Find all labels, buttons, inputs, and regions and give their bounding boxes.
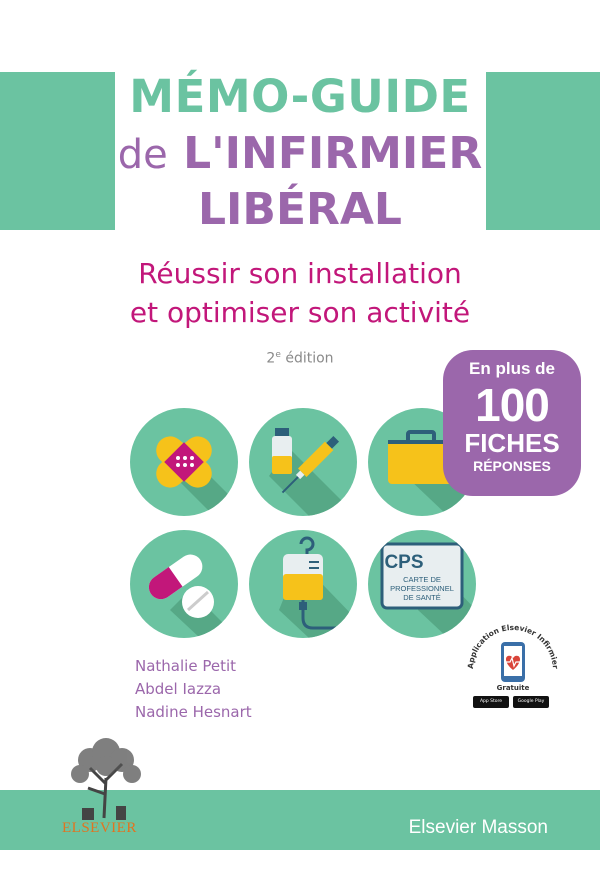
- cps-text-3: DE SANTÉ: [403, 593, 441, 602]
- cps-text-1: CARTE DE: [403, 575, 441, 584]
- title-liberal: LIBÉRAL: [198, 184, 402, 235]
- authors-list: [135, 655, 252, 724]
- badge-line3: FICHES: [464, 428, 560, 458]
- cps-text-2: PROFESSIONNEL: [390, 584, 454, 593]
- iv-bag-icon: [249, 530, 357, 638]
- elsevier-tree-logo: [60, 738, 150, 820]
- subtitle-line1: Réussir son installation: [138, 257, 462, 290]
- title-infirmier: [0, 128, 600, 179]
- title-de: de: [117, 132, 168, 178]
- syringe-vial-icon: [249, 408, 357, 516]
- badge-line1: En plus de: [469, 359, 555, 378]
- badge-count: 100: [475, 379, 549, 431]
- author-2: Abdel Iazza: [135, 680, 222, 698]
- pills-icon: [130, 530, 238, 638]
- edition-number: 2: [266, 350, 276, 367]
- fiches-badge: [443, 350, 581, 496]
- author-3: Nadine Hesnart: [135, 703, 252, 721]
- edition-text: édition: [280, 350, 334, 367]
- phone-icon: [501, 642, 525, 682]
- app-name: Application Elsevier Infirmier: [465, 622, 561, 670]
- author-1: Nathalie Petit: [135, 657, 236, 675]
- title-memo-guide: MÉMO-GUIDE: [129, 70, 471, 123]
- google-play-button[interactable]: Google Play: [513, 696, 549, 708]
- title-infirmier-word: L'INFIRMIER: [183, 128, 483, 179]
- cps-title: CPS: [384, 552, 424, 573]
- subtitle-line2: et optimiser son activité: [129, 296, 471, 329]
- bandage-icon: [130, 408, 238, 516]
- cps-card-icon: [368, 530, 476, 638]
- app-price: Gratuite: [496, 684, 530, 692]
- badge-line4: RÉPONSES: [473, 458, 551, 474]
- app-promo: [463, 618, 563, 718]
- elsevier-logo-text: ELSEVIER: [62, 820, 137, 836]
- app-store-button[interactable]: App Store: [473, 696, 509, 708]
- publisher-imprint: Elsevier Masson: [408, 817, 548, 838]
- edition-suffix: e: [275, 350, 281, 360]
